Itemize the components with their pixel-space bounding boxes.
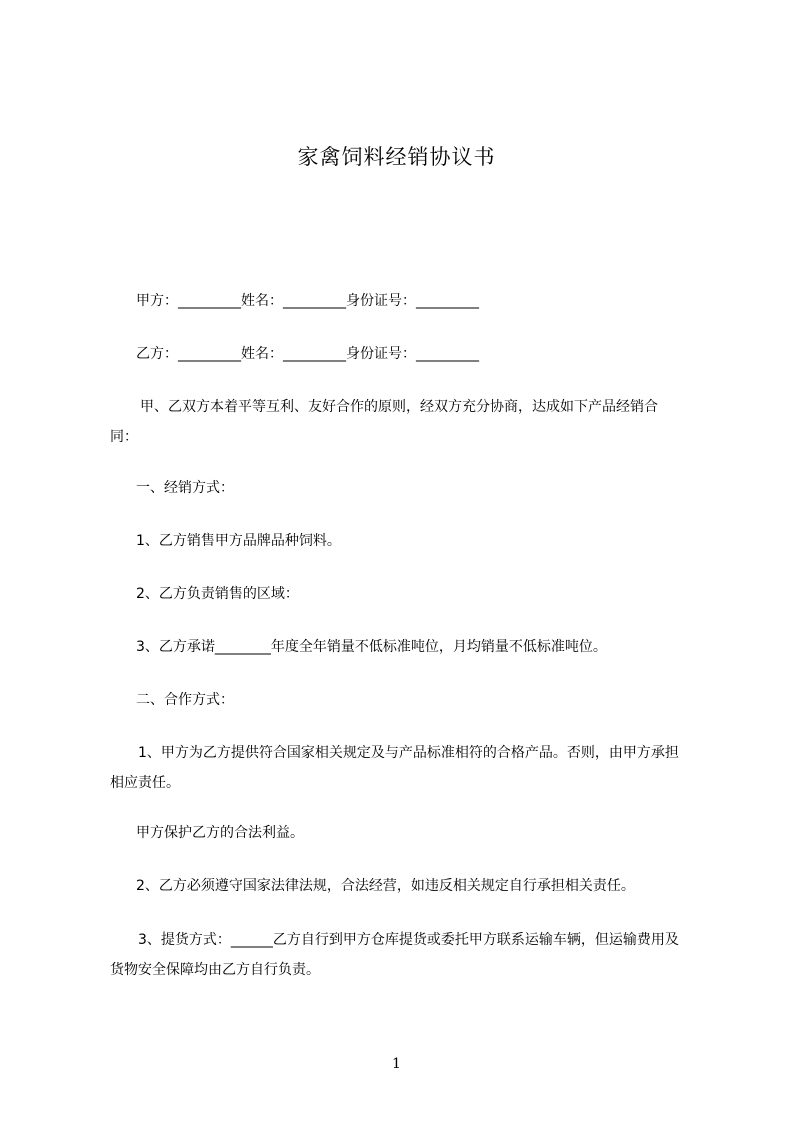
party-a-line: 甲方：_________姓名：_________身份证号：_________	[136, 293, 479, 309]
section2-item1: 1、甲方为乙方提供符合国家相关规定及与产品标准相符的合格产品。否则，由甲方承担相应责任。	[110, 745, 679, 791]
intro-paragraph: 甲、乙双方本着平等互利、友好合作的原则，经双方充分协商，达成如下产品经销合同：	[110, 399, 658, 445]
section1-item3: 3、乙方承诺________年度全年销量不低标准吨位，月均销量不低标准吨位。	[136, 639, 607, 655]
section2-item2: 2、乙方必须遵守国家法律法规，合法经营，如违反相关规定自行承担相关责任。	[136, 878, 635, 894]
page-number: 1	[392, 1056, 401, 1072]
section2-item3: 3、提货方式：______乙方自行到甲方仓库提货或委托甲方联系运输车辆，但运输费用及货物安全保障均由乙方自行负责。	[110, 932, 679, 978]
party-b-line: 乙方：_________姓名：_________身份证号：_________	[136, 346, 479, 362]
document-title: 家禽饲料经销协议书	[297, 145, 496, 169]
section2-item1-note: 甲方保护乙方的合法利益。	[136, 825, 304, 841]
section2-heading: 二、合作方式：	[136, 692, 234, 708]
section1-item2: 2、乙方负责销售的区域：	[136, 586, 299, 602]
section1-item1: 1、乙方销售甲方品牌品种饲料。	[136, 533, 341, 549]
section1-heading: 一、经销方式：	[136, 480, 234, 496]
